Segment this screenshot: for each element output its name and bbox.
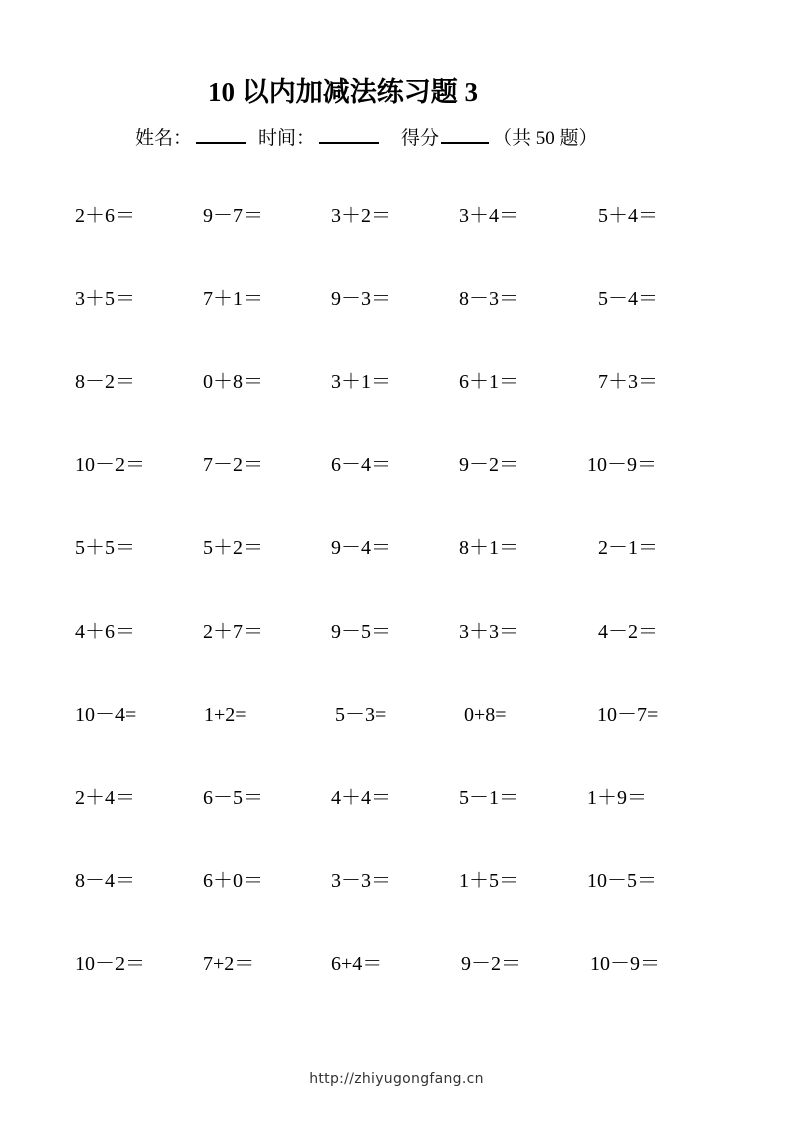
problem-cell: 10－2＝ [75, 454, 145, 476]
problem-cell: 7＋1＝ [203, 288, 263, 310]
problem-cell: 6＋1＝ [459, 371, 519, 393]
problem-cell: 9－7＝ [203, 205, 263, 227]
problem-cell: 6－4＝ [331, 454, 391, 476]
problem-cell: 7－2＝ [203, 454, 263, 476]
problem-cell: 4＋6＝ [75, 621, 135, 643]
problem-cell: 7+2＝ [203, 953, 255, 975]
problem-cell: 5－3= [335, 704, 387, 726]
problem-cell: 1＋9＝ [587, 787, 647, 809]
problem-row [0, 947, 793, 981]
problem-cell: 6＋0＝ [203, 870, 263, 892]
problem-row [0, 698, 793, 732]
problem-row [0, 864, 793, 898]
name-label: 姓名： [135, 128, 193, 149]
problem-cell: 3－3＝ [331, 870, 391, 892]
problem-cell: 3＋4＝ [459, 205, 519, 227]
problem-cell: 7＋3＝ [598, 371, 658, 393]
problem-row [0, 199, 793, 233]
time-label: 时间： [258, 128, 316, 149]
problem-cell: 2＋7＝ [203, 621, 263, 643]
problem-cell: 10－4= [75, 704, 137, 726]
problem-row [0, 531, 793, 565]
problem-cell: 2＋6＝ [75, 205, 135, 227]
problem-cell: 5－1＝ [459, 787, 519, 809]
problem-cell: 4－2＝ [598, 621, 658, 643]
problem-row [0, 615, 793, 649]
problem-cell: 3＋3＝ [459, 621, 519, 643]
total-note: （共 50 题） [493, 128, 598, 149]
problem-cell: 3＋5＝ [75, 288, 135, 310]
problem-cell: 10－2＝ [75, 953, 145, 975]
problem-cell: 5－4＝ [598, 288, 658, 310]
problem-cell: 10－9＝ [590, 953, 660, 975]
problem-row [0, 365, 793, 399]
problem-cell: 5＋2＝ [203, 537, 263, 559]
problem-cell: 2＋4＝ [75, 787, 135, 809]
problem-cell: 0+8= [464, 704, 507, 726]
problem-cell: 9－3＝ [331, 288, 391, 310]
problem-cell: 9－2＝ [461, 953, 521, 975]
problem-cell: 6－5＝ [203, 787, 263, 809]
problem-cell: 3＋2＝ [331, 205, 391, 227]
problem-cell: 10－7= [597, 704, 659, 726]
problem-cell: 9－4＝ [331, 537, 391, 559]
problem-cell: 9－2＝ [459, 454, 519, 476]
problem-cell: 2－1＝ [598, 537, 658, 559]
problem-cell: 8－2＝ [75, 371, 135, 393]
problem-cell: 5＋4＝ [598, 205, 658, 227]
problem-cell: 1＋5＝ [459, 870, 519, 892]
problem-cell: 9－5＝ [331, 621, 391, 643]
problem-cell: 3＋1＝ [331, 371, 391, 393]
problem-row [0, 781, 793, 815]
problem-cell: 1+2= [204, 704, 247, 726]
problem-cell: 5＋5＝ [75, 537, 135, 559]
problem-cell: 6+4＝ [331, 953, 383, 975]
problem-cell: 10－5＝ [587, 870, 657, 892]
problem-cell: 8－3＝ [459, 288, 519, 310]
problem-cell: 8＋1＝ [459, 537, 519, 559]
footer-url[interactable]: http://zhiyugongfang.cn [309, 1071, 484, 1087]
problem-row [0, 282, 793, 316]
problem-cell: 10－9＝ [587, 454, 657, 476]
problem-cell: 8－4＝ [75, 870, 135, 892]
problem-cell: 0＋8＝ [203, 371, 263, 393]
problem-cell: 4＋4＝ [331, 787, 391, 809]
score-label: 得分 [401, 128, 440, 149]
problem-row [0, 448, 793, 482]
page-title: 10 以内加减法练习题 3 [208, 77, 478, 107]
